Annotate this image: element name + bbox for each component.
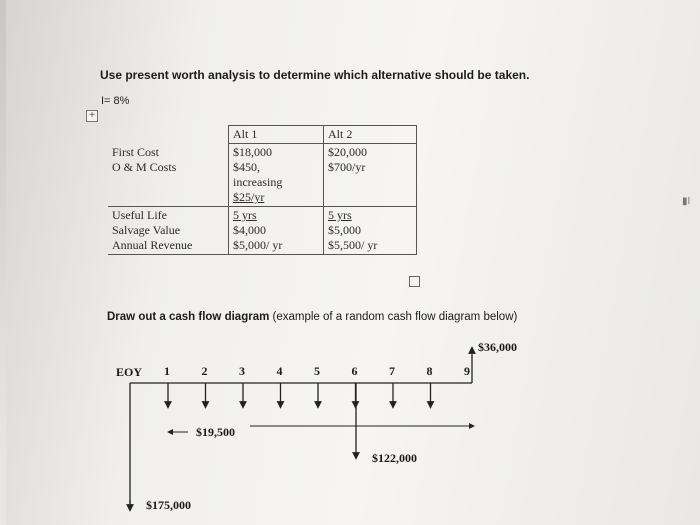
header-alt2: Alt 2 bbox=[324, 126, 417, 144]
alt2-om-costs: $700/yr bbox=[328, 160, 366, 174]
row-label-useful-life: Useful Life bbox=[112, 208, 167, 222]
amount-mid: $19,500 bbox=[196, 425, 235, 439]
alt2-useful-life: 5 yrs bbox=[328, 208, 352, 222]
alt2-salvage-value: $5,000 bbox=[328, 223, 361, 237]
year-label-9: 9 bbox=[464, 364, 470, 378]
year-label-8: 8 bbox=[426, 364, 433, 378]
amount-bottom: $175,000 bbox=[146, 498, 191, 512]
row-label-om-costs: O & M Costs bbox=[112, 159, 177, 174]
year-label-1: 1 bbox=[164, 364, 170, 378]
instruction-bold: Draw out a cash flow diagram bbox=[107, 311, 270, 323]
year-label-6: 6 bbox=[351, 364, 358, 378]
row-label-first-cost: First Cost bbox=[112, 144, 160, 159]
alt2-annual-revenue: $5,500/ yr bbox=[328, 238, 378, 252]
alt2-first-cost: $20,000 bbox=[328, 145, 367, 159]
interest-rate: I= 8% bbox=[101, 95, 130, 107]
year-label-7: 7 bbox=[389, 364, 395, 378]
year-label-2: 2 bbox=[201, 364, 208, 378]
instruction-rest: (example of a random cash flow diagram below) bbox=[269, 311, 518, 323]
alt1-useful-life: 5 yrs bbox=[233, 208, 257, 222]
year-label-3: 3 bbox=[239, 364, 245, 378]
year-label-4: 4 bbox=[276, 364, 283, 378]
eoy-label: EOY bbox=[116, 365, 143, 379]
alt1-first-cost: $18,000 bbox=[233, 145, 272, 159]
question-prompt: Use present worth analysis to determine which alternative should be taken. bbox=[100, 68, 530, 82]
row-label-salvage-value: Salvage Value bbox=[112, 223, 181, 237]
text-cursor-icon: ▮I bbox=[682, 196, 691, 207]
amount-low: $122,000 bbox=[372, 451, 417, 465]
year-label-5: 5 bbox=[314, 364, 320, 378]
alt1-salvage-value: $4,000 bbox=[233, 223, 266, 237]
header-alt1: Alt 1 bbox=[229, 126, 324, 144]
row-label-annual-revenue: Annual Revenue bbox=[112, 238, 193, 252]
alt1-om-line2: increasing bbox=[233, 175, 283, 189]
alt1-annual-revenue: $5,000/ yr bbox=[233, 238, 283, 252]
alt1-om-line1: $450, bbox=[233, 160, 260, 174]
table-move-handle-icon[interactable]: + bbox=[86, 110, 98, 122]
amount-top: $36,000 bbox=[478, 340, 517, 354]
alt1-om-line3: $25/yr bbox=[233, 190, 265, 204]
